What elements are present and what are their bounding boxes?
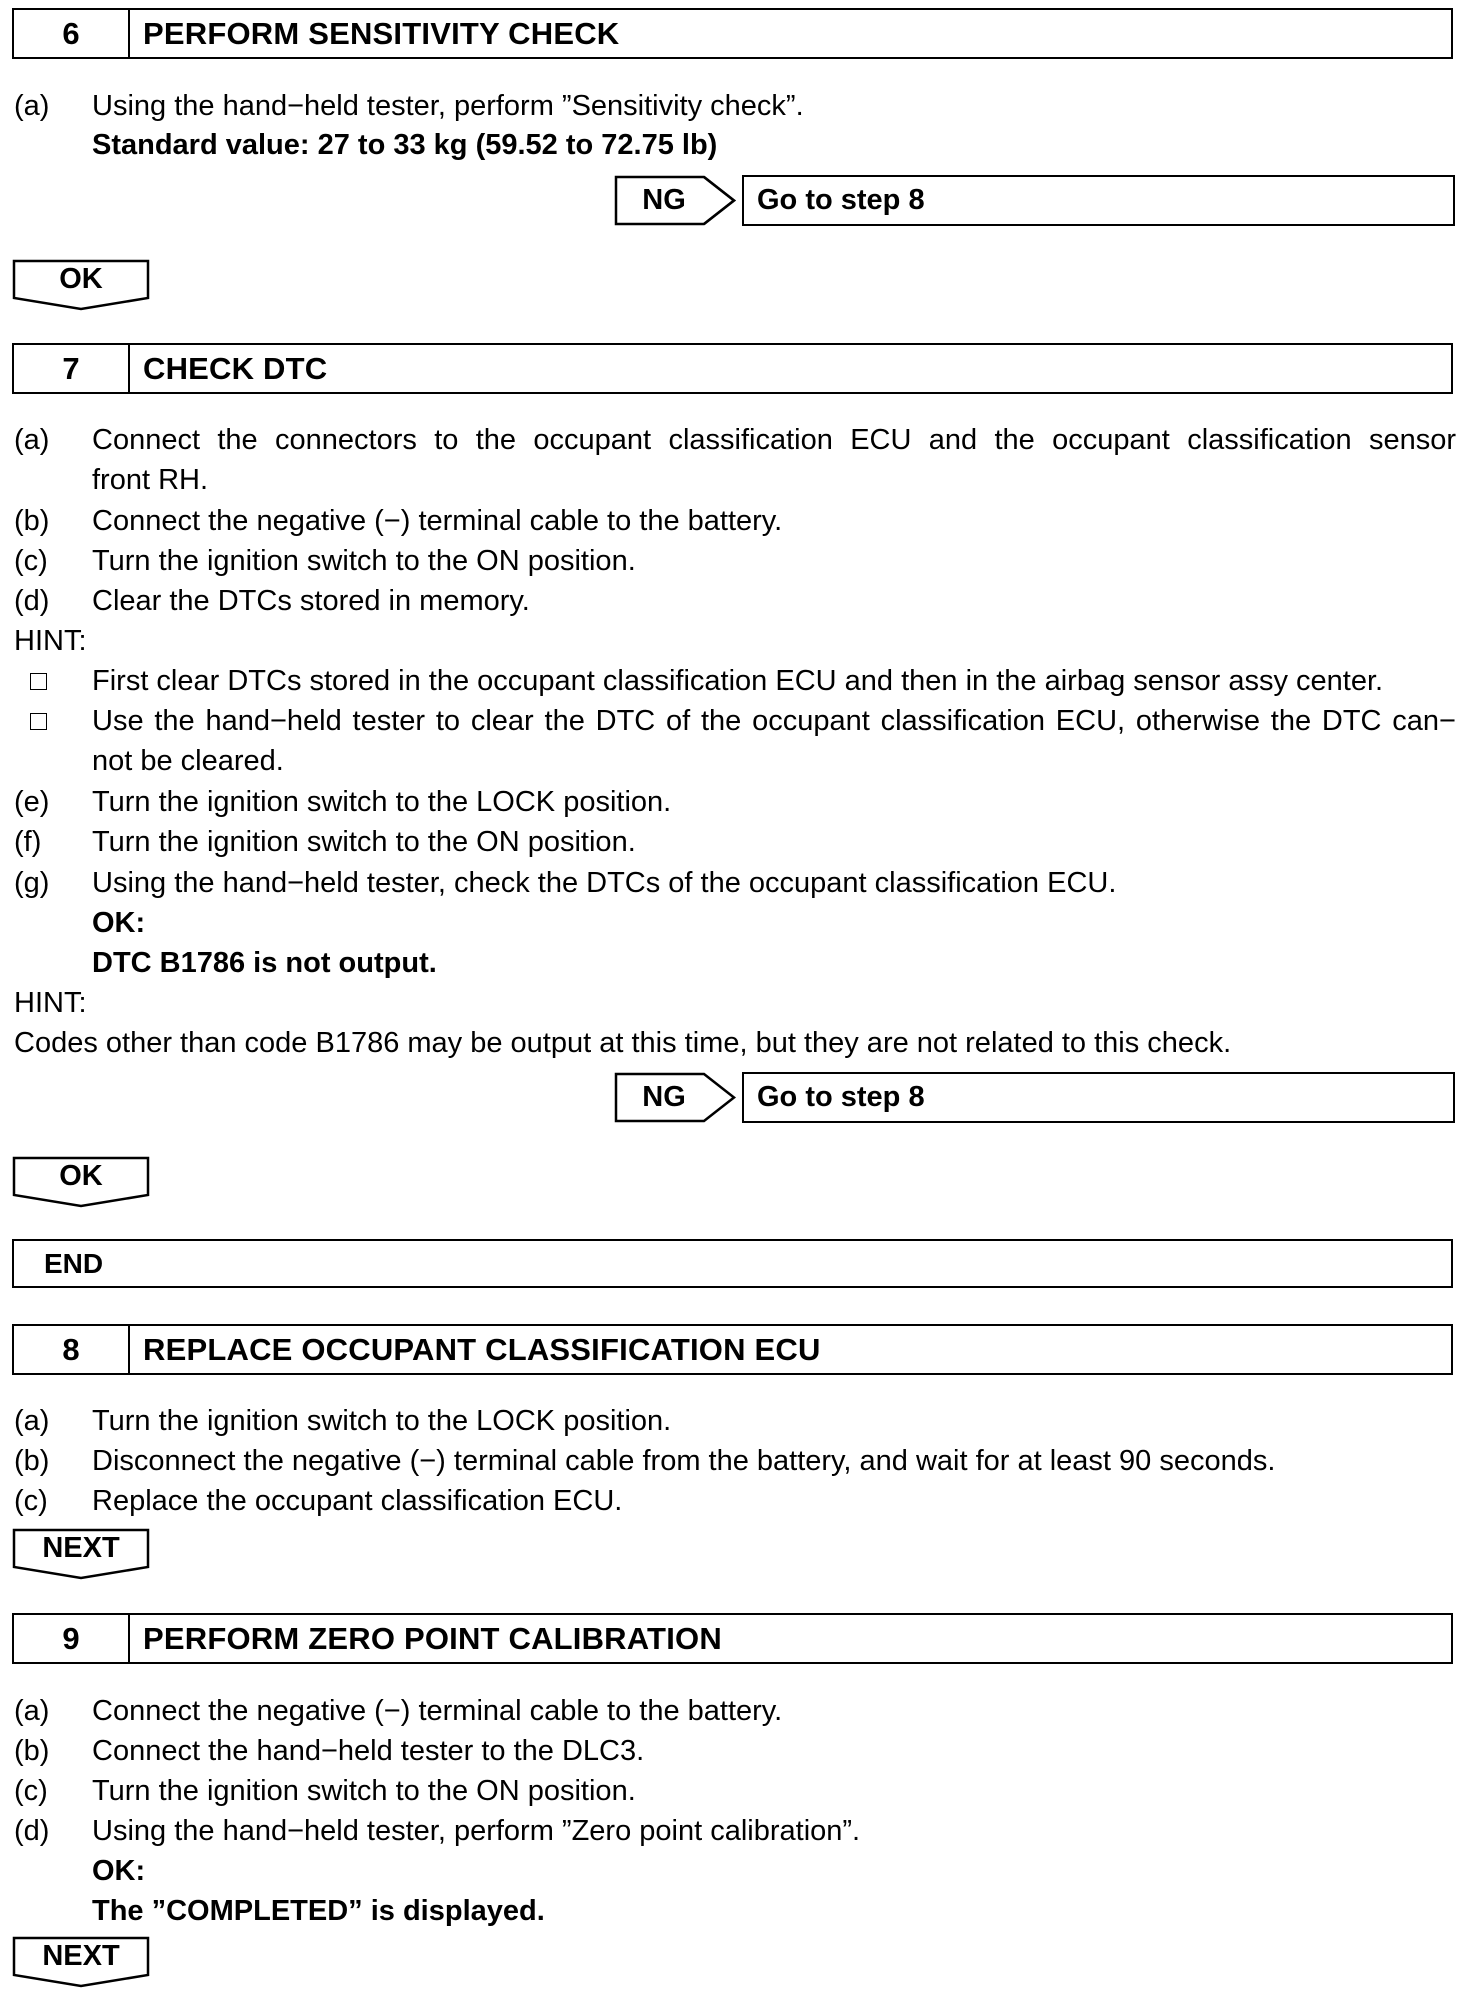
hint-bullet-2: Use the hand−held tester to clear the DTC of the occupant classification ECU, otherwise the DTC can−: [92, 705, 1456, 737]
step-9-number: 9: [14, 1615, 130, 1662]
item-text: Turn the ignition switch to the ON position.: [92, 1775, 636, 1807]
step-6-header: [12, 8, 1453, 59]
item-label: (c): [14, 1485, 48, 1517]
ng-arrow: [614, 175, 734, 226]
next-label: NEXT: [42, 1939, 120, 1972]
ok-button[interactable]: [12, 1156, 150, 1208]
standard-value: Standard value: 27 to 33 kg (59.52 to 72.75 lb): [92, 129, 718, 161]
step-9-header: [12, 1613, 1453, 1664]
item-text: Turn the ignition switch to the LOCK position.: [92, 786, 672, 818]
item-label: (d): [14, 585, 50, 617]
step-7-item-a-text-cont: front RH.: [92, 464, 209, 496]
item-text: Using the hand−held tester, perform ”Zero point calibration”.: [92, 1815, 861, 1847]
step-7-number: 7: [14, 345, 130, 392]
item-text: Connect the negative (−) terminal cable to the battery.: [92, 1695, 783, 1727]
item-label: (b): [14, 505, 50, 537]
next-label: NEXT: [42, 1531, 120, 1564]
item-label: (a): [14, 424, 50, 456]
hint-heading-2: HINT:: [14, 987, 87, 1019]
ok-criteria-heading: OK:: [92, 907, 146, 939]
item-label: (c): [14, 1775, 48, 1807]
step-6-title: PERFORM SENSITIVITY CHECK: [143, 15, 620, 51]
hint-heading: HINT:: [14, 625, 87, 657]
item-text: Connect the negative (−) terminal cable to the battery.: [92, 505, 783, 537]
ng-arrow: [614, 1072, 734, 1123]
checkbox-bullet-icon: [30, 673, 47, 690]
item-text: Clear the DTCs stored in memory.: [92, 585, 530, 617]
checkbox-bullet-icon: [30, 713, 47, 730]
item-label: (e): [14, 786, 50, 818]
item-label: (c): [14, 545, 48, 577]
item-text: Using the hand−held tester, perform ”Sensitivity check”.: [92, 90, 804, 122]
ng-label: NG: [642, 1081, 686, 1113]
item-label: (g): [14, 867, 50, 899]
step-7-item-a-text: Connect the connectors to the occupant classification ECU and the occupant classification sensor: [92, 424, 1456, 456]
ok-label: OK: [59, 262, 103, 295]
hint-2-text: Codes other than code B1786 may be output at this time, but they are not related to this check.: [14, 1027, 1232, 1059]
go-to-step-8-link[interactable]: Go to step 8: [742, 1072, 1455, 1123]
item-label: (d): [14, 1815, 50, 1847]
next-button[interactable]: [12, 1528, 150, 1580]
step-8-number: 8: [14, 1326, 130, 1373]
item-label: (b): [14, 1735, 50, 1767]
step-8-header: [12, 1324, 1453, 1375]
step-9-title: PERFORM ZERO POINT CALIBRATION: [143, 1620, 722, 1656]
item-text: Turn the ignition switch to the LOCK position.: [92, 1405, 672, 1437]
ok-criteria-text: DTC B1786 is not output.: [92, 947, 437, 979]
ok-label: OK: [59, 1159, 103, 1192]
step-6-number: 6: [14, 10, 130, 57]
item-text: Disconnect the negative (−) terminal cable from the battery, and wait for at least 90 seconds.: [92, 1445, 1276, 1477]
hint-bullet-1: First clear DTCs stored in the occupant classification ECU and then in the airbag sensor assy center.: [92, 665, 1384, 697]
hint-bullet-2-cont: not be cleared.: [92, 745, 284, 777]
ok-criteria-heading: OK:: [92, 1855, 146, 1887]
next-button[interactable]: [12, 1936, 150, 1988]
ok-button[interactable]: [12, 259, 150, 311]
item-text: Replace the occupant classification ECU.: [92, 1485, 623, 1517]
item-text: Turn the ignition switch to the ON position.: [92, 826, 636, 858]
ok-criteria-text: The ”COMPLETED” is displayed.: [92, 1895, 545, 1927]
item-label: (a): [14, 1405, 50, 1437]
go-to-step-8-link[interactable]: Go to step 8: [742, 175, 1455, 226]
item-label: (a): [14, 1695, 50, 1727]
step-7-title: CHECK DTC: [143, 350, 328, 386]
item-label: (f): [14, 826, 42, 858]
ng-label: NG: [642, 184, 686, 216]
item-text: Connect the hand−held tester to the DLC3.: [92, 1735, 645, 1767]
item-text: Using the hand−held tester, check the DTCs of the occupant classification ECU.: [92, 867, 1117, 899]
step-7-header: [12, 343, 1453, 394]
end-box: END: [12, 1239, 1453, 1288]
item-label: (a): [14, 90, 50, 122]
item-text: Turn the ignition switch to the ON position.: [92, 545, 636, 577]
item-label: (b): [14, 1445, 50, 1477]
step-8-title: REPLACE OCCUPANT CLASSIFICATION ECU: [143, 1331, 821, 1367]
